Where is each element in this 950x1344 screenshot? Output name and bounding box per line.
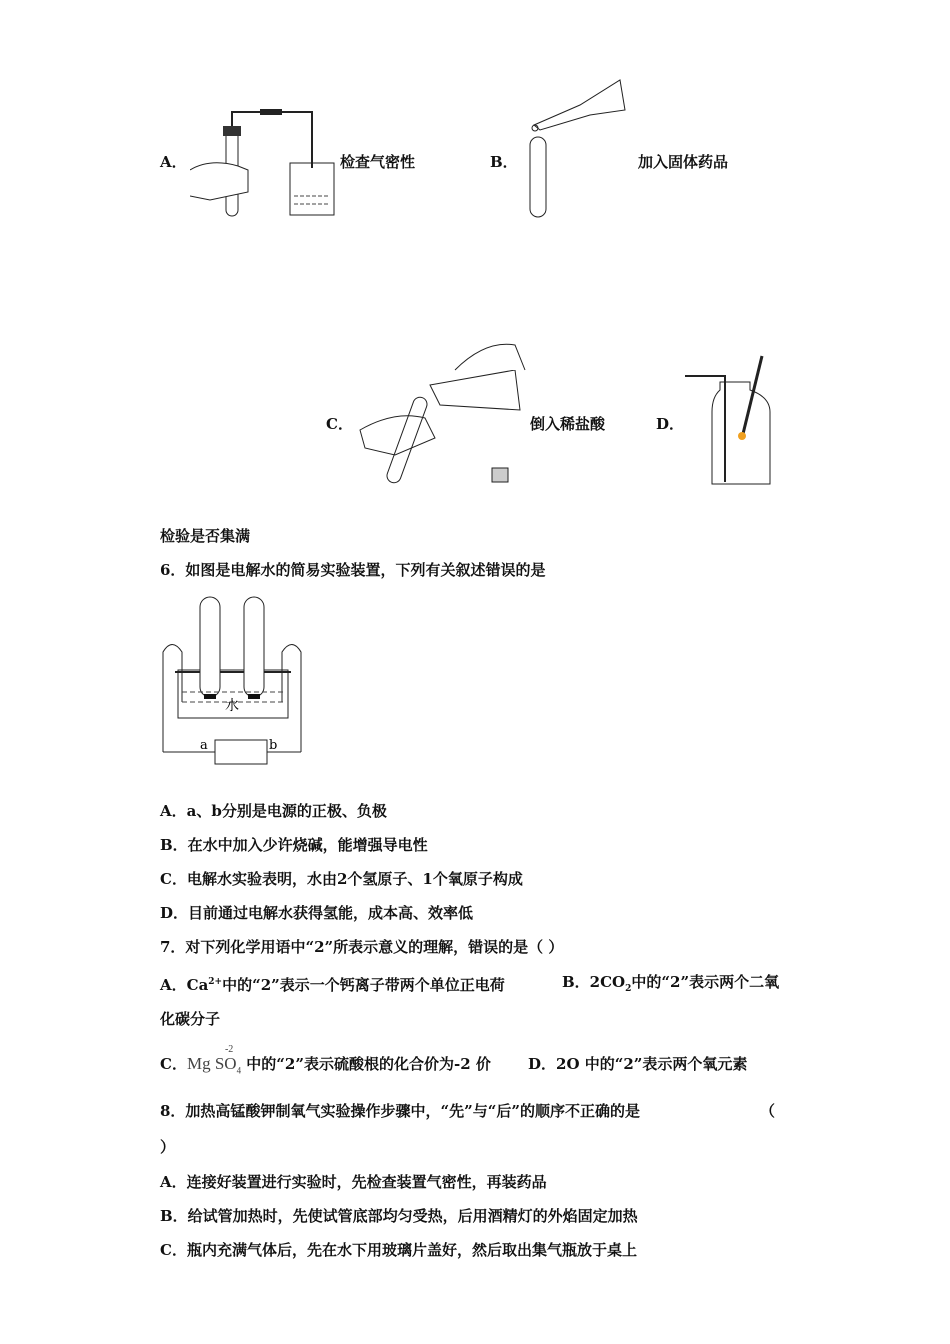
gas-bottle-figure xyxy=(680,352,780,490)
q7-option-b: B．$2CO_2$中的“2”表示两个二氧 xyxy=(562,973,780,994)
q7-option-b-continued: 化碳分子 xyxy=(160,1010,221,1028)
electrolysis-figure xyxy=(160,592,305,767)
q7-option-c: C．Mg $SO_4$ -2 中的“2”表示硫酸根的化合价为-2 价 xyxy=(160,1044,491,1076)
q6-option-a: A．a、b分别是电源的正极、负极 xyxy=(160,802,387,820)
q8-paren-close: ） xyxy=(160,1138,176,1156)
option-b-caption: 加入固体药品 xyxy=(638,153,729,171)
terminal-a-label: a xyxy=(200,738,208,753)
option-d-caption: 检验是否集满 xyxy=(160,527,251,545)
pour-acid-figure xyxy=(355,340,530,488)
q6-option-d: D．目前通过电解水获得氢能，成本高、效率低 xyxy=(160,904,474,922)
q6-option-c: C．电解水实验表明，水由2个氢原子、1个氧原子构成 xyxy=(160,870,523,888)
q7-option-a: A．$Ca^{2+}$中的“2”表示一个钙离子带两个单位正电荷 xyxy=(160,976,505,994)
terminal-b-label: b xyxy=(269,738,278,753)
option-d-letter: D． xyxy=(656,415,685,433)
q8-stem: 8．加热高锰酸钾制氧气实验操作步骤中，“先”与“后”的顺序不正确的是 xyxy=(160,1102,640,1120)
q7-stem: 7．对下列化学用语中“2”所表示意义的理解，错误的是（ ） xyxy=(160,938,564,956)
option-c-letter: C． xyxy=(326,415,353,433)
q6-stem: 6．如图是电解水的简易实验装置，下列有关叙述错误的是 xyxy=(160,561,546,579)
option-a-caption: 检查气密性 xyxy=(340,153,416,171)
q6-option-b: B．在水中加入少许烧碱，能增强导电性 xyxy=(160,836,428,854)
water-label: 水 xyxy=(225,698,239,714)
q8-paren-open: （ xyxy=(760,1102,776,1120)
q8-option-a: A．连接好装置进行实验时，先检查装置气密性，再装药品 xyxy=(160,1173,547,1191)
q8-option-b: B．给试管加热时，先使试管底部均匀受热，后用酒精灯的外焰固定加热 xyxy=(160,1207,638,1225)
add-solid-figure xyxy=(520,75,630,220)
q7-option-d: D．2O 中的“2”表示两个氧元素 xyxy=(528,1055,748,1073)
option-a-letter: A． xyxy=(160,153,187,171)
q8-option-c: C．瓶内充满气体后，先在水下用玻璃片盖好，然后取出集气瓶放于桌上 xyxy=(160,1241,637,1259)
option-b-letter: B． xyxy=(490,153,518,171)
option-c-caption: 倒入稀盐酸 xyxy=(530,415,606,433)
airtightness-check-figure xyxy=(190,108,340,220)
